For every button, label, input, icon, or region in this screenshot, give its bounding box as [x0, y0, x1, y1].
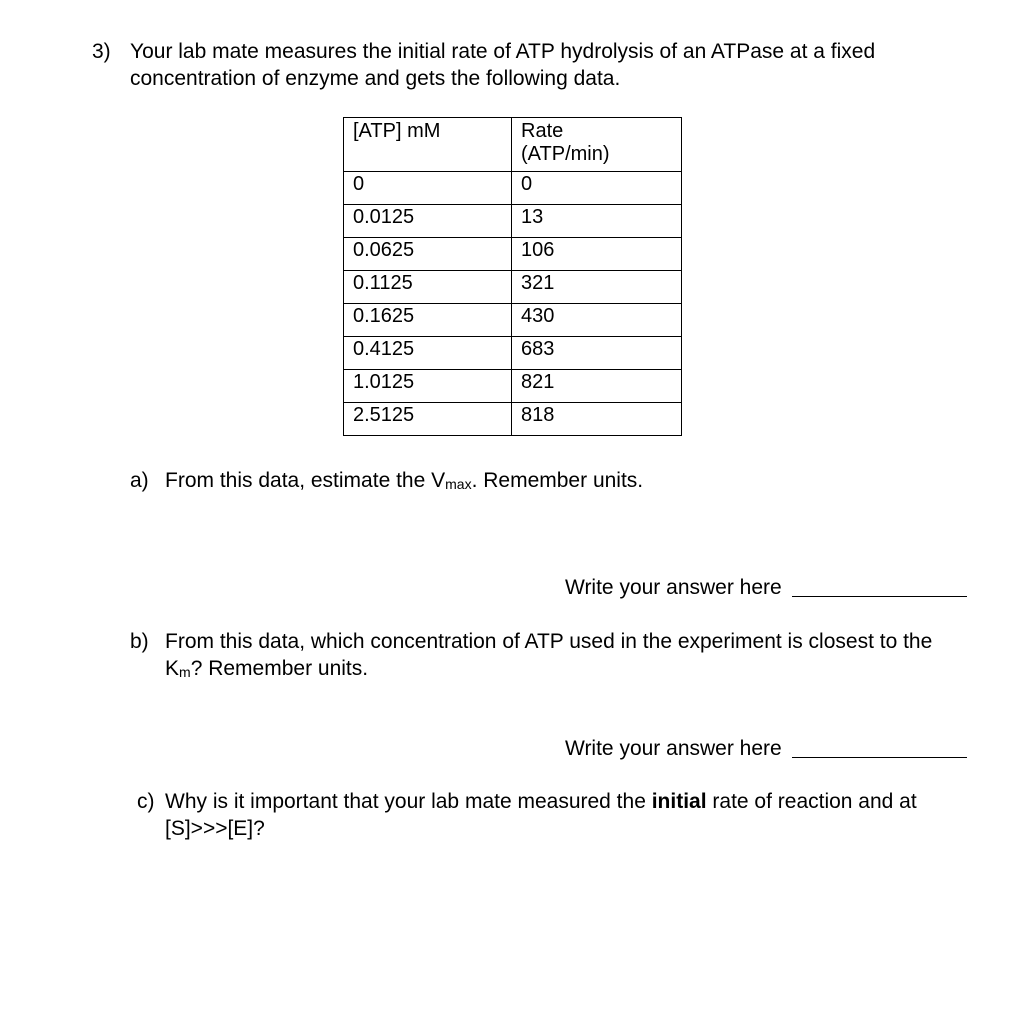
- table-row: [344, 304, 682, 337]
- atp-cell: 0.4125: [344, 337, 512, 370]
- table-row: [344, 403, 682, 436]
- rate-cell: 106: [512, 238, 682, 271]
- rate-cell: 13: [512, 205, 682, 238]
- header-rate: Rate (ATP/min): [512, 118, 682, 172]
- atp-cell: 0: [344, 172, 512, 205]
- data-table: [343, 117, 682, 436]
- atp-cell: 1.0125: [344, 370, 512, 403]
- answer-a-prompt: Write your answer here: [565, 576, 782, 599]
- atp-cell: 0.1625: [344, 304, 512, 337]
- header-atp-concentration: [ATP] mM: [344, 118, 512, 172]
- answer-b-prompt: Write your answer here: [565, 737, 782, 760]
- part-c-text: Why is it important that your lab mate measured the initial rate of reaction and at [S]>>>[E]?: [165, 790, 917, 840]
- answer-a: [565, 574, 967, 601]
- question-number: 3): [92, 40, 111, 63]
- answer-b-line[interactable]: [792, 756, 967, 758]
- part-c-label: c): [137, 790, 155, 813]
- table-row: [344, 370, 682, 403]
- atp-cell: 0.0625: [344, 238, 512, 271]
- rate-cell: 683: [512, 337, 682, 370]
- table-header-row: [344, 118, 682, 172]
- table-row: [344, 205, 682, 238]
- question-text: Your lab mate measures the initial rate of ATP hydrolysis of an ATPase at a fixed concentration of enzyme and gets the following data.: [130, 40, 876, 90]
- answer-b: [565, 735, 967, 762]
- part-a-text: From this data, estimate the $V_{max}$. Remember units.: [165, 469, 644, 492]
- rate-cell: 430: [512, 304, 682, 337]
- atp-cell: 0.1125: [344, 271, 512, 304]
- rate-cell: 818: [512, 403, 682, 436]
- atp-cell: 2.5125: [344, 403, 512, 436]
- table-row: [344, 271, 682, 304]
- rate-cell: 821: [512, 370, 682, 403]
- atp-cell: 0.0125: [344, 205, 512, 238]
- part-b-text: From this data, which concentration of ATP used in the experiment is closest to the $K_m$? Remember units.: [165, 630, 933, 680]
- part-a-label: a): [130, 469, 149, 492]
- part-b-label: b): [130, 630, 149, 653]
- table-row: [344, 172, 682, 205]
- rate-cell: 321: [512, 271, 682, 304]
- table-row: [344, 238, 682, 271]
- answer-a-line[interactable]: [792, 595, 967, 597]
- rate-cell: 0: [512, 172, 682, 205]
- table-row: [344, 337, 682, 370]
